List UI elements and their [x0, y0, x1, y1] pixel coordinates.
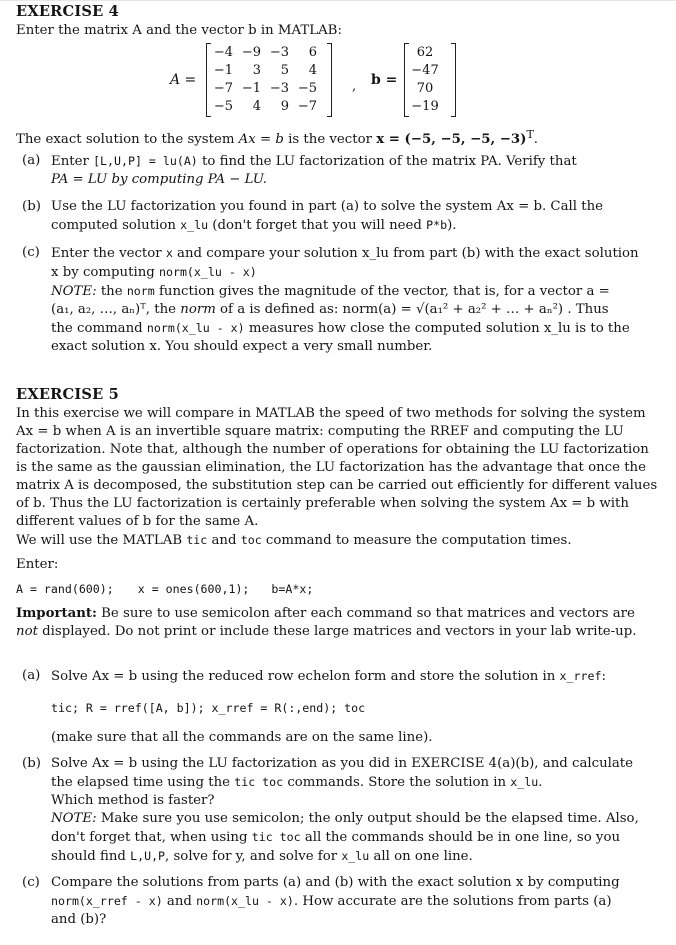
exercise-5-intro [16, 405, 658, 531]
matrix-a-cell: −4 [213, 45, 233, 60]
matrix-a-cell: 9 [280, 99, 289, 114]
ex4-part-c: (c) Enter the vector x and compare your solution x_lu from part (b) with the exact solution x by computing norm(x_lu - x) NOTE: the norm function gives the magnitude of the vector, that is, for a vector a = (a₁, a₂, …, aₙ)ᵀ, the norm of a is defined as: norm(a) = √(a₁² + a₂² + … + aₙ²) . Thus the command norm(x_lu - x) measures how close the computed solution x_lu is to the exact solution x. You should expect a very small number. [22, 245, 639, 354]
paragraph-line: of b. Thus the LU factorization is certainly preferable when solving the system Ax = b with [16, 496, 629, 511]
paragraph-line: is the same as the gaussian elimination, the LU factorization has the advantage that once the [16, 460, 646, 475]
matrix-a-label: A = [170, 72, 197, 88]
vector-b-cell: −47 [411, 63, 439, 78]
paragraph-line: factorization. Note that, although the number of operations for obtaining the LU factorization [16, 442, 649, 457]
vector-b-row [405, 98, 455, 116]
matrix-a-cell: −3 [269, 45, 289, 60]
important-note: Important: Be sure to use semicolon after each command so that matrices and vectors are not displayed. Do not print or include these large matrices and vectors in your lab write-up. [16, 606, 637, 639]
matrix-a-cell: −1 [213, 63, 233, 78]
setup-commands: A = rand(600); x = ones(600,1); b=A*x; [16, 582, 314, 596]
matrix-a-row [207, 98, 331, 116]
matrix-a-cell: −9 [241, 45, 261, 60]
exact-solution-line: The exact solution to the system Ax = b is the vector x = (−5, −5, −5, −3)$^T$. [16, 128, 539, 147]
matrix-a-cell: −7 [213, 81, 233, 96]
matrix-a-row [207, 80, 331, 98]
matrix-a-cell: −3 [269, 81, 289, 96]
vector-b-cell: −19 [411, 99, 439, 114]
tic-toc-line: We will use the MATLAB tic and toc command to measure the computation times. [16, 533, 572, 548]
vector-b-row [405, 80, 455, 98]
vector-b-cell: 70 [416, 81, 434, 96]
matrix-a [206, 44, 332, 116]
enter-label: Enter: [16, 557, 59, 572]
matrix-a-cell: −1 [241, 81, 261, 96]
matrix-a-row [207, 62, 331, 80]
matrix-a-cell: 4 [252, 99, 261, 114]
paragraph-line: different values of b for the same A. [16, 514, 259, 529]
vector-b-row [405, 44, 455, 62]
matrix-a-cell: −7 [297, 99, 317, 114]
ex5-part-b: (b) Solve Ax = b using the LU factorization as you did in EXERCISE 4(a)(b), and calculate the elapsed time using the tic toc commands. Store the solution in x_lu. Which method is faster? NOTE: Make sure you use semicolon; the only output should be the elapsed time. Also, don't forget that, when using tic toc all the commands should be in one line, so you should find L,U,P, solve for y, and solve for x_lu all on one line. [22, 756, 639, 864]
matrix-a-row [207, 44, 331, 62]
matrix-a-cell: 6 [308, 45, 317, 60]
matrix-a-cell: −5 [297, 81, 317, 96]
ex5-part-c: (c) Compare the solutions from parts (a) and (b) with the exact solution x by computing norm(x_rref - x) and norm(x_lu - x). How accurate are the solutions from parts (a) and (b)? [22, 875, 620, 927]
matrix-equation: A = −4 −9 −3 6 −1 3 5 4 −7 −1 −3 −5 −5 4 9 −7 , b = 62 −47 70 −19 [0, 44, 676, 120]
paragraph-line: matrix A is decomposed, the substitution step can be carried out efficiently for different values [16, 478, 658, 493]
ex4-part-b: (b) Use the LU factorization you found in part (a) to solve the system Ax = b. Call the computed solution x_lu (don't forget that you will need P*b). [22, 199, 604, 233]
vector-b-row [405, 62, 455, 80]
paragraph-line: Ax = b when A is an invertible square matrix: computing the RREF and computing the LU [16, 424, 624, 439]
matrix-a-cell: 4 [308, 63, 317, 78]
exercise-4-intro: Enter the matrix A and the vector b in MATLAB: [16, 23, 342, 38]
exercise-5-title: EXERCISE 5 [16, 386, 120, 403]
ex4-part-a: (a) Enter [L,U,P] = lu(A) to find the LU factorization of the matrix PA. Verify that PA = LU by computing PA − LU. [22, 153, 577, 187]
matrix-a-cell: −5 [213, 99, 233, 114]
matrix-a-cell: 3 [252, 63, 261, 78]
exercise-4-title: EXERCISE 4 [16, 3, 120, 20]
paragraph-line: In this exercise we will compare in MATLAB the speed of two methods for solving the system [16, 406, 646, 421]
ex5-part-a: (a) Solve Ax = b using the reduced row echelon form and store the solution in x_rref: tic; R = rref([A, b]); x_rref = R(:,end); toc (make sure that all the commands are on the same line). [22, 668, 606, 745]
vector-b-label: b = [371, 72, 398, 88]
matrix-a-cell: 5 [280, 63, 289, 78]
vector-b [404, 44, 456, 116]
vector-b-cell: 62 [416, 45, 434, 60]
